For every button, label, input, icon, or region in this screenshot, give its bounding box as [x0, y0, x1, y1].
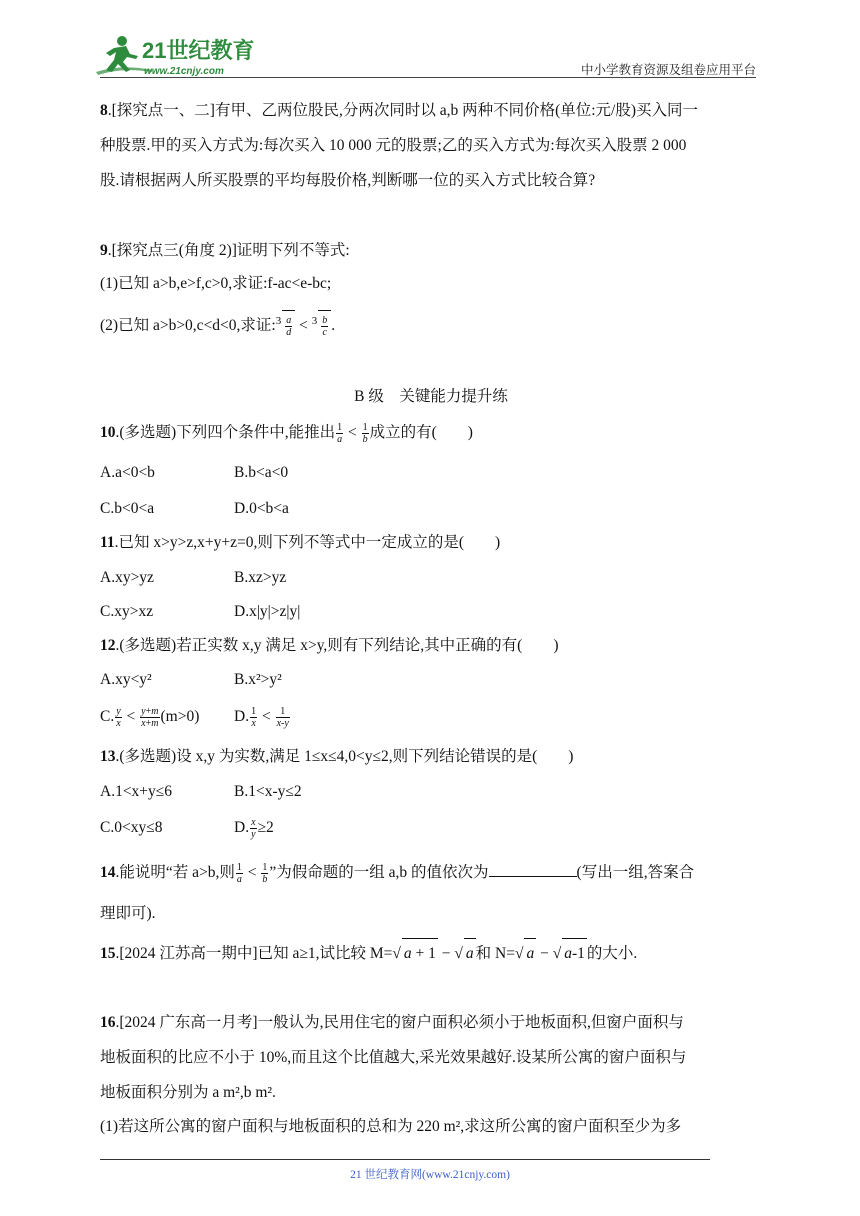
option-a[interactable]: A.1<x+y≤6: [100, 783, 173, 800]
question-number: 14: [100, 864, 116, 881]
question-number: 13: [100, 748, 116, 765]
header-divider: [100, 77, 756, 78]
question-8-line-3: 股.请根据两人所买股票的平均每股价格,判断哪一位的买入方式比较合算?: [100, 172, 596, 189]
option-a[interactable]: A.xy>yz: [100, 569, 154, 586]
question-16-line-4: (1)若这所公寓的窗户面积与地板面积的总和为 220 m²,求这所公寓的窗户面积至少为多: [100, 1118, 682, 1135]
question-16: [100, 1008, 762, 1038]
question-number: 8: [100, 102, 108, 119]
option-b[interactable]: B.1<x-y≤2: [234, 783, 302, 800]
option-d[interactable]: D.0<b<a: [234, 500, 289, 517]
option-c[interactable]: C.xy>xz: [100, 603, 154, 620]
option-a[interactable]: A.a<0<b: [100, 464, 155, 481]
question-number: 11: [100, 534, 115, 551]
question-number: 10: [100, 424, 116, 441]
question-14: 14.能说明“若 a>b,则 $\frac{1}{a}$ < $\frac{1}{b}$ ”为假命题的一组 a,b 的值依次为 (写出一组,答案合: [100, 858, 762, 888]
question-text: .[探究点一、二]有甲、乙两位股民,分两次同时以 a,b 两种不同价格(单位:元/股)买入同一: [107, 102, 699, 119]
footer-text[interactable]: 21 世纪教育网(www.21cnjy.com): [350, 1169, 510, 1181]
option-d[interactable]: D. $\frac{x}{y}$ ≥2: [234, 816, 274, 840]
question-text: .[2024 江苏高一期中]已知 a≥1,试比较 M=: [115, 945, 393, 962]
option-label: D.: [234, 819, 250, 836]
question-number: 12: [100, 637, 116, 654]
header-platform-name: 中小学教育资源及组卷应用平台: [580, 63, 756, 77]
question-text-tail: 的大小.: [586, 945, 638, 962]
question-10: 10.(多选题)下列四个条件中,能推出 $\frac{1}{a}$ < $\frac{1}{b}$ 成立的有( ): [100, 421, 473, 445]
question-14-line-2: 理即可).: [100, 905, 156, 922]
option-d[interactable]: D. $\frac{1}{x}$ < $\frac{1}{x-y}$: [234, 705, 289, 729]
question-text: .[2024 广东高一月考]一般认为,民用住宅的窗户面积必须小于地板面积,但窗户面积与: [115, 1014, 684, 1031]
question-8: [100, 96, 762, 126]
question-number: 9: [100, 242, 108, 259]
question-11: [100, 528, 762, 558]
question-number: 16: [100, 1014, 116, 1031]
option-label: D.: [234, 708, 250, 725]
question-text-mid: ”为假命题的一组 a,b 的值依次为: [269, 864, 489, 881]
question-16-line-3: 地板面积分别为 a m²,b m².: [100, 1084, 276, 1101]
question-text: .(多选题)下列四个条件中,能推出: [115, 424, 336, 441]
question-12: [100, 631, 762, 661]
logo: [92, 32, 262, 78]
answer-blank[interactable]: [489, 859, 577, 877]
question-number: 15: [100, 945, 116, 962]
question-text: .(多选题)若正实数 x,y 满足 x>y,则有下列结论,其中正确的有( ): [115, 637, 559, 654]
page-header: [0, 0, 860, 80]
option-a[interactable]: A.xy<y²: [100, 671, 152, 688]
option-c[interactable]: C.0<xy≤8: [100, 819, 163, 836]
question-9-part-1: (1)已知 a>b,e>f,c>0,求证:f-ac<e-bc;: [100, 275, 332, 292]
question-text: .(多选题)设 x,y 为实数,满足 1≤x≤4,0<y≤2,则下列结论错误的是( ): [115, 748, 574, 765]
svg-text:21世纪教育: 21世纪教育: [142, 38, 255, 63]
option-b[interactable]: B.x²>y²: [234, 671, 282, 688]
question-text-mid: 和 N=: [475, 945, 515, 962]
option-c[interactable]: C. $\frac{y}{x}$ < $\frac{y+m}{x+m}$ (m>0): [100, 705, 200, 729]
option-b[interactable]: B.b<a<0: [234, 464, 289, 481]
question-text-tail: (写出一组,答案合: [576, 864, 695, 881]
question-13: [100, 742, 762, 772]
question-9: [100, 236, 762, 266]
section-title: B 级 关键能力提升练: [354, 388, 508, 405]
question-text: .能说明“若 a>b,则: [115, 864, 235, 881]
question-8-line-2: 种股票.甲的买入方式为:每次买入 10 000 元的股票;乙的买入方式为:每次买入股票 2 000: [100, 137, 687, 154]
question-text-tail: 成立的有( ): [369, 424, 473, 441]
option-c[interactable]: C.b<0<a: [100, 500, 155, 517]
svg-text:www.21cnjy.com: www.21cnjy.com: [144, 66, 224, 77]
option-label: C.: [100, 708, 115, 725]
part-text: (2)已知 a>b>0,c<d<0,求证:: [100, 317, 276, 335]
footer-divider: [100, 1159, 710, 1160]
question-text: .已知 x>y>z,x+y+z=0,则下列不等式中一定成立的是( ): [114, 534, 501, 551]
option-tail: ≥2: [257, 819, 274, 836]
question-16-line-2: 地板面积的比应不小于 10%,而且这个比值越大,采光效果越好.设某所公寓的窗户面积与: [100, 1049, 687, 1066]
question-text: .[探究点三(角度 2)]证明下列不等式:: [107, 242, 350, 259]
question-15: 15.[2024 江苏高一期中]已知 a≥1,试比较 M=√ a + 1 − √ a 和 N=√ a − √ a-1 的大小.: [100, 938, 762, 969]
option-b[interactable]: B.xz>yz: [234, 569, 287, 586]
question-9-part-2: (2)已知 a>b>0,c<d<0,求证:$^3$ $\frac{a}{d}$ < $^3$ $\frac{b}{c}$ .: [100, 306, 762, 341]
option-d[interactable]: D.x|y|>z|y|: [234, 603, 301, 620]
option-condition: (m>0): [160, 708, 200, 725]
